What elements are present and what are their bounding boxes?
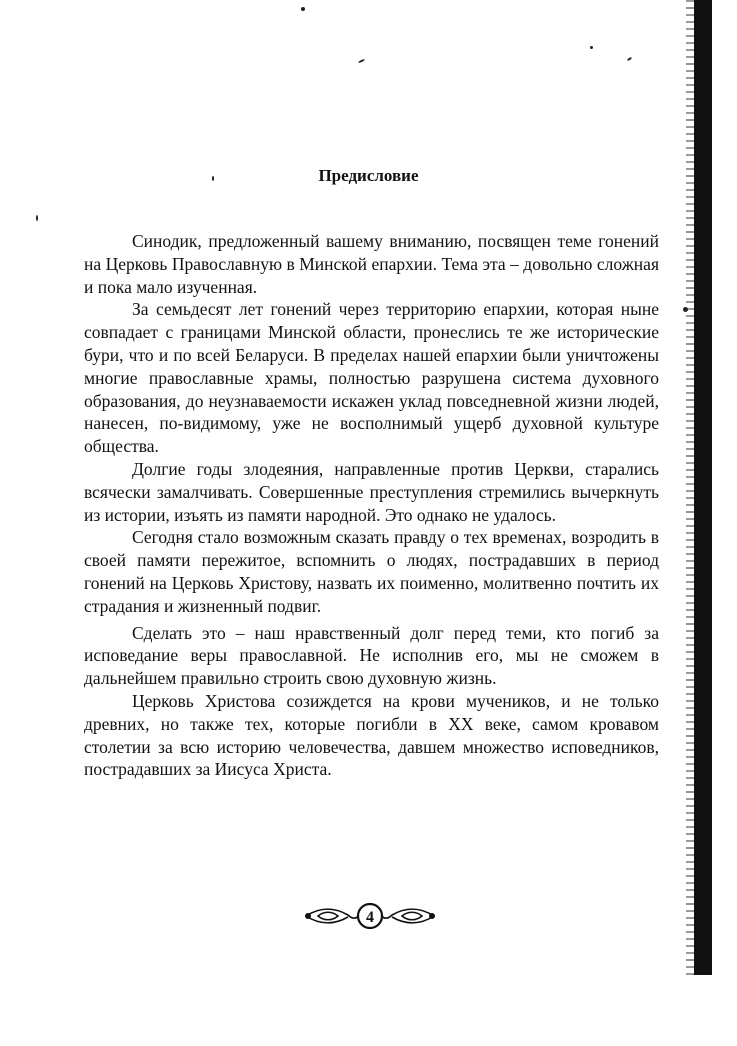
paragraph: Церковь Христова созиждется на крови мучеников, и не только древних, но также тех, которые погибли в XX веке, самом кровавом столетии за всю историю человечества, давшем множество исповедников, пострадавших за Иисуса Христа. [84, 690, 659, 780]
right-dot-icon [429, 913, 435, 919]
scan-speck [590, 46, 593, 49]
page-number: 4 [366, 909, 374, 926]
scan-speck [627, 57, 632, 62]
book-spine-edge [686, 0, 694, 975]
scan-speck [301, 7, 305, 11]
book-spine-shadow [694, 0, 712, 975]
paragraph: За семьдесят лет гонений через территорию епархии, которая ныне совпадает с границами Минской области, пронеслись те же исторические бури, что и по всей Беларуси. В пределах нашей епархии были уничтожены многие православные храмы, полностью разрушена система духовного образования, до неузнаваемости искажен уклад повседневной жизни людей, нанесен, по-видимому, уже не восполнимый ущерб духовной культуре общества. [84, 299, 659, 457]
paragraph: Сегодня стало возможным сказать правду о тех временах, возродить в своей памяти пережитое, вспомнить о людях, пострадавших в период гонений на Церковь Христову, назвать их поименно, молитвенно почтить их страдания и жизненный подвиг. [84, 527, 659, 616]
left-dot-icon [305, 913, 311, 919]
preface-text [84, 230, 659, 781]
scan-speck [358, 59, 365, 64]
paragraph: Сделать это – наш нравственный долг перед теми, кто погиб за исповедание веры православной. Не исполнив его, мы не сможем в дальнейшем правильно строить свою духовную жизнь. [84, 622, 659, 689]
scan-speck [683, 307, 688, 312]
left-flourish-icon [306, 909, 358, 923]
page-number-ornament [300, 893, 440, 939]
page-title: Предисловие [318, 166, 419, 185]
paragraph: Синодик, предложенный вашему вниманию, посвящен теме гонений на Церковь Православную в Минской епархии. Тема эта – довольно сложная и пока мало изученная. [84, 231, 659, 297]
right-flourish-icon [382, 909, 434, 923]
scan-speck [36, 215, 38, 221]
paragraph: Долгие годы злодеяния, направленные против Церкви, старались всячески замалчивать. Совершенные преступления стремились вычеркнуть из истории, изъять из памяти народной. Это однако не удалось. [84, 458, 659, 525]
